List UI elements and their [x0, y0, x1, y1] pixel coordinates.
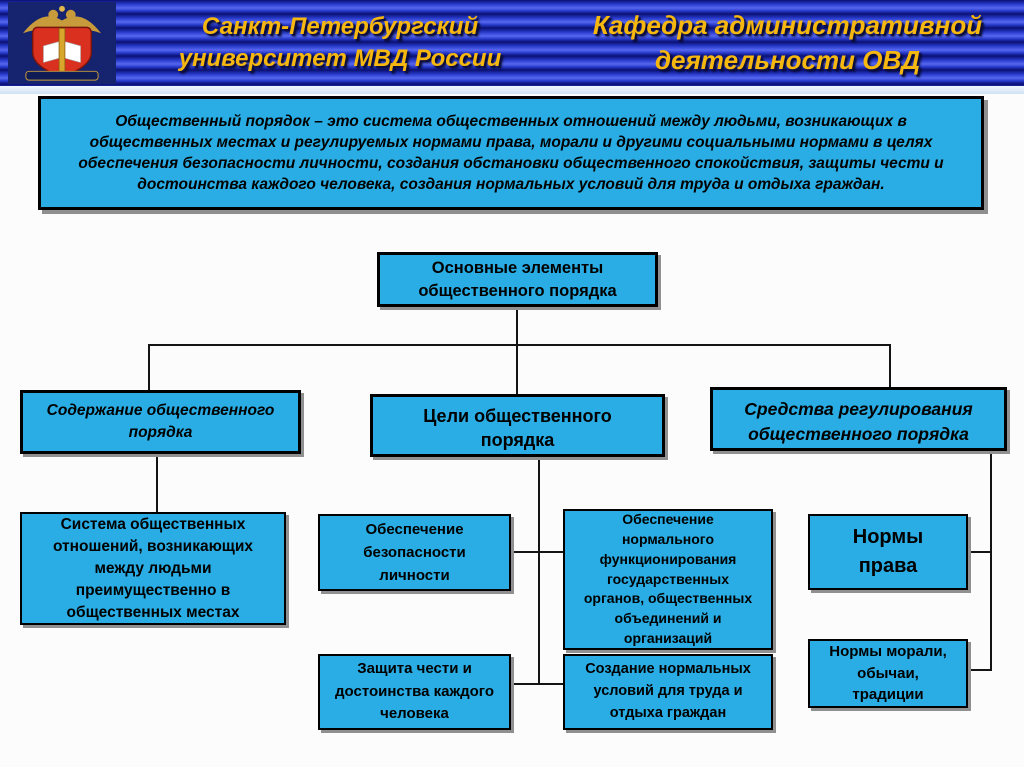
connector-branch1-row1: [509, 551, 563, 553]
connector-branch1-row2: [509, 683, 563, 685]
connector-branch2-spine: [990, 450, 992, 671]
connector-root-down: [516, 306, 518, 345]
node-branch-content: Содержание общественного порядка: [20, 390, 301, 454]
mvd-emblem-graphic: [8, 2, 116, 84]
connector-branch0-child: [156, 453, 158, 512]
department-title: Кафедра административной деятельности ОВД: [592, 9, 983, 75]
connector-branch1-drop: [516, 344, 518, 394]
node-relations-system: Система общественных отношений, возникающих между людьми преимущественно в общественных местах: [20, 512, 286, 625]
university-title: Санкт-Петербургский университет МВД России: [178, 12, 502, 72]
node-personal-security: Обеспечение безопасности личности: [318, 514, 511, 591]
connector-main-horizontal: [148, 344, 891, 346]
mvd-emblem-icon: [8, 2, 116, 84]
node-root: Основные элементы общественного порядка: [377, 252, 658, 307]
connector-branch1-spine: [538, 456, 540, 684]
connector-branch2-drop: [889, 344, 891, 387]
connector-branch2-row2: [966, 669, 990, 671]
connector-branch0-drop: [148, 344, 150, 390]
node-branch-means: Средства регулирования общественного порядка: [710, 387, 1007, 451]
definition-box: Общественный порядок – это система общественных отношений между людьми, возникающих в общественных местах и регулируемых нормами права, морали и другими социальными нормами в целях обеспечения безопасности личности, создания обстановки общественного спокойствия, защиты чести и достоинства каждого человека, создания нормальных условий для труда и отдыха граждан.: [38, 96, 984, 210]
connector-branch2-row1: [966, 551, 990, 553]
slide-header: [0, 0, 1024, 86]
node-legal-norms: Нормы права: [808, 514, 968, 590]
node-state-organs-functioning: Обеспечение нормального функционирования государственных органов, общественных объединений и организаций: [563, 509, 773, 650]
header-bottom-strip: [0, 86, 1024, 94]
node-work-rest-conditions: Создание нормальных условий для труда и отдыха граждан: [563, 654, 773, 730]
node-branch-goals: Цели общественного порядка: [370, 394, 665, 457]
node-honor-dignity: Защита чести и достоинства каждого человека: [318, 654, 511, 730]
node-moral-norms: Нормы морали, обычаи, традиции: [808, 639, 968, 708]
